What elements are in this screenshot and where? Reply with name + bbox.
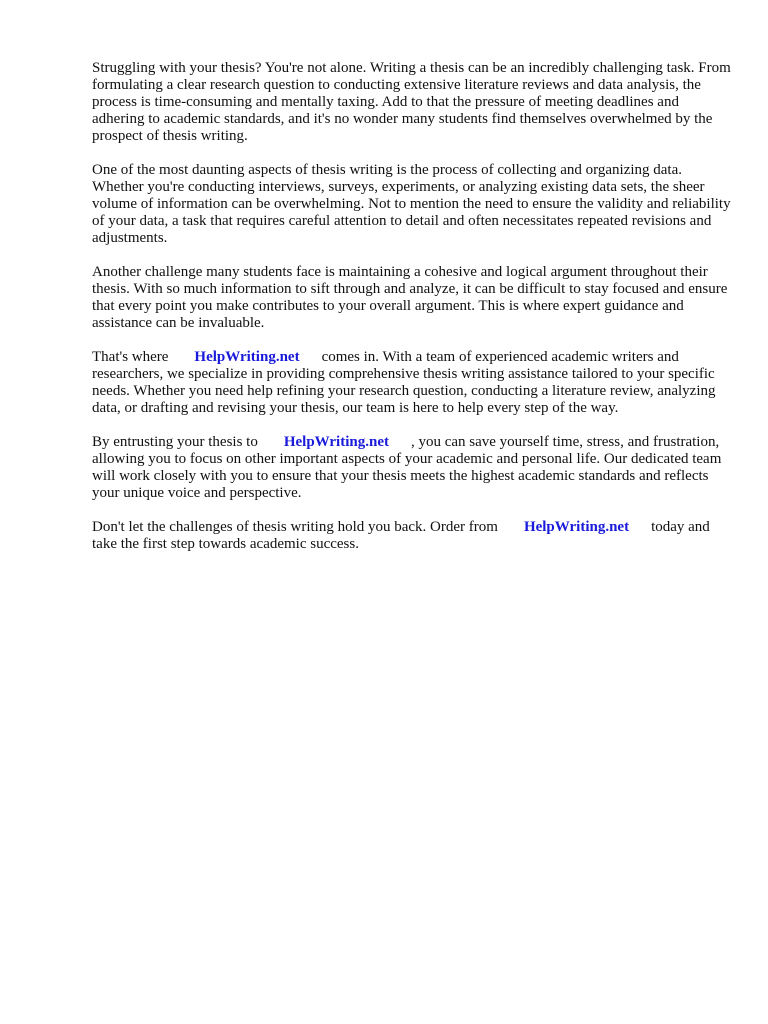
paragraph-text: today and take the first step towards academic success. <box>92 519 710 552</box>
helpwriting-link[interactable]: HelpWriting.net <box>194 349 300 365</box>
paragraph-text: , you can save yourself time, stress, and frustration, allowing you to focus on other important aspects of your academic and personal life. Our dedicated team will work closely with you to ensure that your thesis meets the highest academic standards and reflects your unique voice and perspective. <box>92 434 722 501</box>
paragraph-text: That's where <box>92 349 169 365</box>
paragraph-argument: Another challenge many students face is maintaining a cohesive and logical argument throughout their thesis. With so much information to sift through and analyze, it can be difficult to stay focused and ensure that every point you make contributes to your overall argument. This is where expert guidance and assistance can be invaluable. <box>92 264 728 331</box>
paragraph-data-collection: One of the most daunting aspects of thesis writing is the process of collecting and organizing data. Whether you're conducting interviews, surveys, experiments, or analyzing existing data sets, the sheer volume of information can be overwhelming. Not to mention the need to ensure the validity and reliability of your data, a task that requires careful attention to detail and often necessitates repeated revisions and adjustments. <box>92 162 731 246</box>
paragraph-text: Don't let the challenges of thesis writing hold you back. Order from <box>92 519 498 535</box>
paragraph-intro: Struggling with your thesis? You're not alone. Writing a thesis can be an incredibly challenging task. From formulating a clear research question to conducting extensive literature reviews and data analysis, the process is time-consuming and mentally taxing. Add to that the pressure of meeting deadlines and adhering to academic standards, and it's no wonder many students find themselves overwhelmed by the prospect of thesis writing. <box>92 60 731 144</box>
paragraph-service-intro <box>92 349 732 417</box>
paragraph-call-to-action <box>92 519 732 553</box>
helpwriting-link[interactable]: HelpWriting.net <box>523 519 630 535</box>
helpwriting-link[interactable]: HelpWriting.net <box>283 434 389 450</box>
paragraph-text: By entrusting your thesis to <box>92 434 258 450</box>
paragraph-benefits <box>92 434 732 502</box>
paragraph-text: comes in. With a team of experienced academic writers and researchers, we specialize in providing comprehensive thesis writing assistance tailored to your specific needs. Whether you need help refining your research question, conducting a literature review, analyzing data, or drafting and revising your thesis, our team is here to help every step of the way. <box>92 349 716 416</box>
document-body <box>92 60 732 570</box>
